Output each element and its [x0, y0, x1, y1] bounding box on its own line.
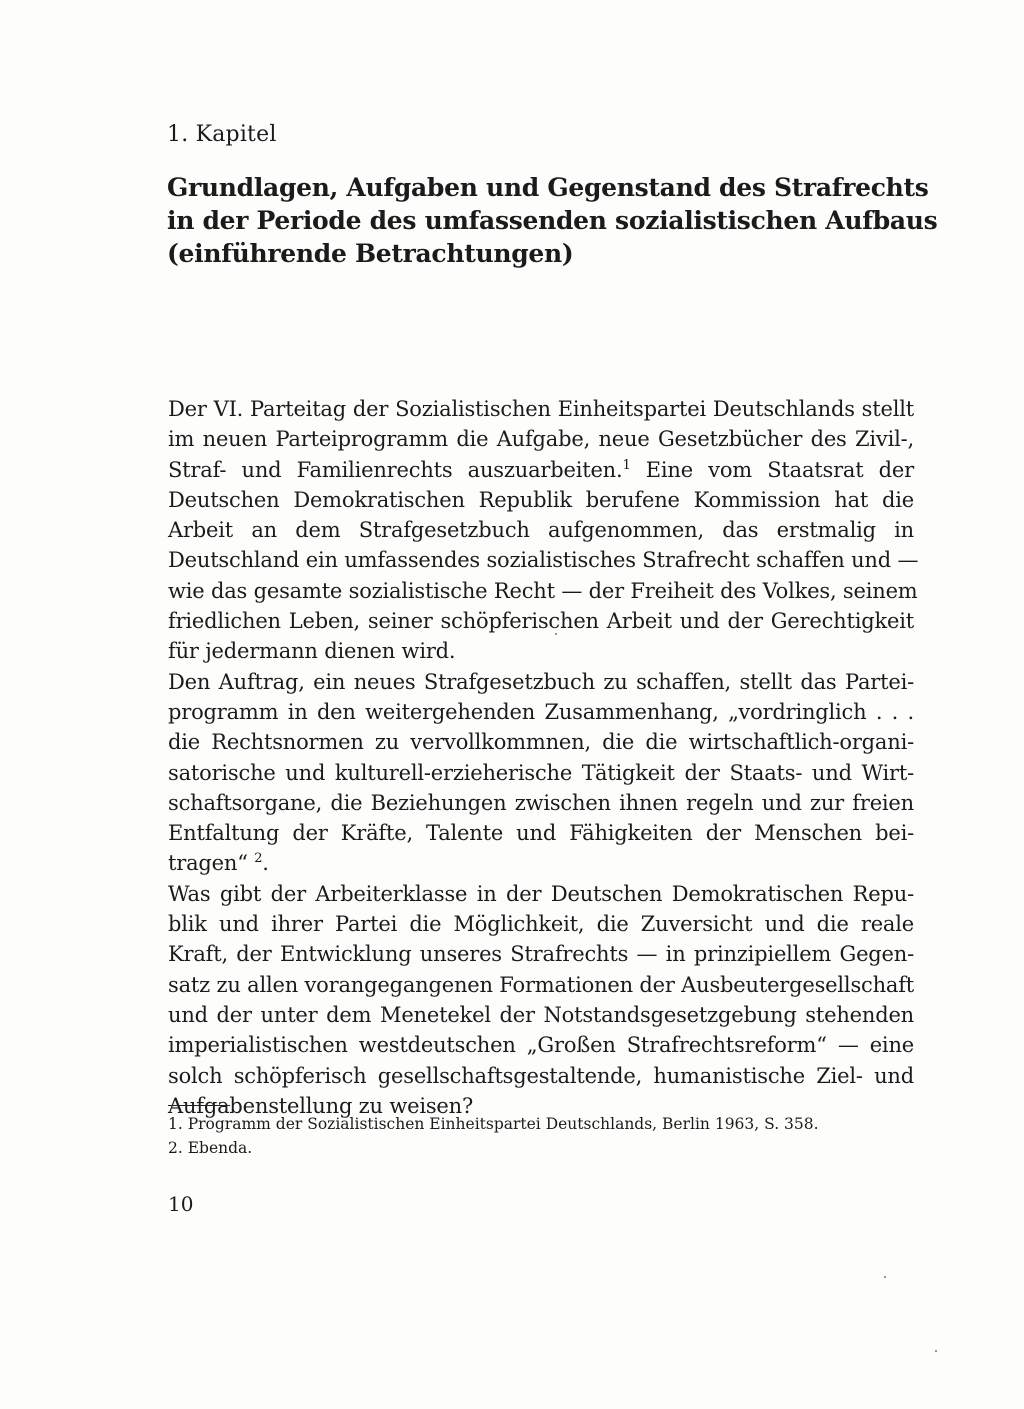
text-fragment: Straf- und Familienrechts auszuarbeiten.: [168, 457, 623, 482]
footnote-divider: [168, 1105, 230, 1106]
text-line: Was gibt der Arbeiterklasse in der Deutschen Demokratischen Repu-: [168, 881, 914, 906]
paragraph-1: [168, 394, 919, 667]
text-line: Der VI. Parteitag der Sozialistischen Einheitspartei Deutschlands stellt: [168, 397, 914, 421]
text-line: Kraft, der Entwicklung unseres Strafrechts — in prinzipiellem Gegen-: [168, 942, 914, 967]
footnote-1: 1. Programm der Sozialistischen Einheitspartei Deutschlands, Berlin 1963, S. 358.: [168, 1115, 819, 1133]
chapter-title-line: (einführende Betrachtungen): [167, 239, 574, 268]
footnote-ref-1: 1: [622, 457, 631, 473]
text-fragment: tragen“: [168, 851, 255, 876]
text-line: Aufgabenstellung zu weisen?: [168, 1093, 474, 1118]
chapter-title-line: in der Periode des umfassenden sozialistischen Aufbaus: [167, 206, 938, 235]
text-line: Den Auftrag, ein neues Strafgesetzbuch zu schaffen, stellt das Partei-: [168, 669, 914, 694]
text-line: [168, 848, 914, 878]
text-line: Deutschland ein umfassendes sozialistisches Strafrecht schaffen und —: [168, 548, 919, 573]
body-text: [168, 394, 919, 1121]
text-line: die Rechtsnormen zu vervollkommnen, die die wirtschaftlich-organi-: [168, 730, 914, 755]
paragraph-2: [168, 667, 914, 879]
text-line: Entfaltung der Kräfte, Talente und Fähigkeiten der Menschen bei-: [168, 821, 914, 846]
text-line: im neuen Parteiprogramm die Aufgabe, neue Gesetzbücher des Zivil-,: [168, 427, 914, 452]
text-line: wie das gesamte sozialistische Recht — der Freiheit des Volkes, seinem: [168, 578, 918, 603]
text-line: [168, 455, 914, 485]
chapter-label: 1. Kapitel: [167, 122, 277, 147]
text-fragment: Eine vom Staatsrat der: [630, 457, 914, 482]
footnotes: [168, 1112, 908, 1160]
text-line: blik und ihrer Partei die Möglichkeit, die Zuversicht und die reale: [168, 912, 914, 937]
scan-speck: [884, 1276, 886, 1278]
scan-speck: [555, 633, 557, 635]
footnote-2: 2. Ebenda.: [168, 1139, 253, 1157]
chapter-title-line: Grundlagen, Aufgaben und Gegenstand des Strafrechts: [167, 173, 929, 202]
text-line: satz zu allen vorangegangenen Formationen der Ausbeutergesellschaft: [168, 972, 915, 997]
page-number: 10: [168, 1192, 194, 1216]
chapter-title: [167, 171, 938, 270]
text-line: und der unter dem Menetekel der Notstandsgesetzgebung stehenden: [168, 1002, 914, 1027]
footnote-ref-2: 2: [254, 851, 263, 867]
text-line: friedlichen Leben, seiner schöpferischen Arbeit und der Gerechtigkeit: [168, 609, 914, 634]
text-line: imperialistischen westdeutschen „Großen Strafrechtsreform“ — eine: [168, 1033, 914, 1058]
text-fragment: .: [262, 851, 269, 876]
scan-speck: [935, 1350, 937, 1352]
text-line: für jedermann dienen wird.: [168, 639, 456, 664]
text-line: schaftsorgane, die Beziehungen zwischen ihnen regeln und zur freien: [168, 790, 914, 815]
text-line: Deutschen Demokratischen Republik berufene Kommission hat die: [168, 487, 914, 512]
text-line: satorische und kulturell-erzieherische Tätigkeit der Staats- und Wirt-: [168, 760, 914, 785]
text-line: programm in den weitergehenden Zusammenhang, „vordringlich . . .: [168, 699, 914, 724]
text-line: Arbeit an dem Strafgesetzbuch aufgenommen, das erstmalig in: [168, 518, 914, 543]
text-line: solch schöpferisch gesellschaftsgestaltende, humanistische Ziel- und: [168, 1063, 914, 1088]
paragraph-3: [168, 879, 914, 1121]
